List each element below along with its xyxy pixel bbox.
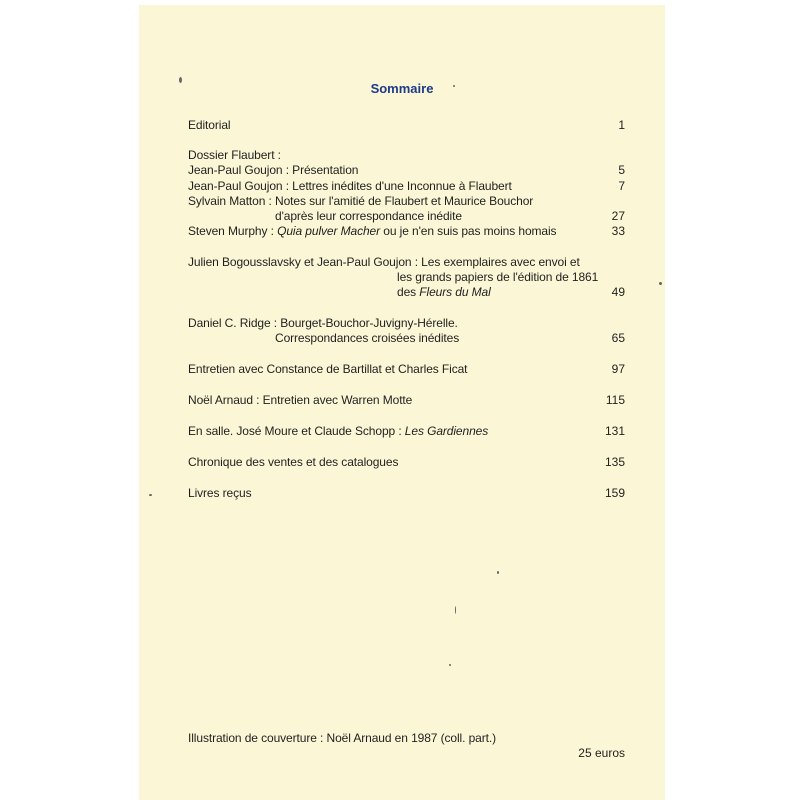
toc-entry-prefix: des bbox=[397, 285, 420, 299]
toc-entry-en-salle bbox=[188, 424, 488, 438]
toc-entry-entretien-bartillat: Entretien avec Constance de Bartillat et Charles Ficat bbox=[188, 362, 468, 376]
toc-page-number: 7 bbox=[618, 179, 625, 193]
toc-entry-chronique: Chronique des ventes et des catalogues bbox=[188, 455, 399, 469]
toc-page-number: 27 bbox=[611, 209, 625, 223]
toc-entry-italic-title: Les Gardiennes bbox=[404, 424, 489, 438]
toc-entry-bourget: Daniel C. Ridge : Bourget-Bouchor-Juvigny-Hérelle. bbox=[188, 316, 458, 330]
toc-entry-notes-amitie-cont: d'après leur correspondance inédite bbox=[275, 209, 462, 223]
toc-page-number: 159 bbox=[604, 486, 625, 500]
toc-entry-exemplaires: Julien Bogousslavsky et Jean-Paul Goujon : Les exemplaires avec envoi et bbox=[188, 255, 580, 269]
toc-entry-entretien-motte: Noël Arnaud : Entretien avec Warren Motte bbox=[188, 393, 413, 407]
toc-entry-editorial: Editorial bbox=[188, 118, 231, 132]
toc-entry-presentation: Jean-Paul Goujon : Présentation bbox=[188, 163, 359, 177]
toc-entry-lettres-inedites: Jean-Paul Goujon : Lettres inédites d'une Inconnue à Flaubert bbox=[188, 179, 512, 193]
toc-page-number: 33 bbox=[611, 224, 625, 238]
toc-entry-italic-title: Quia pulver Macher bbox=[277, 224, 381, 238]
toc-entry-exemplaires-cont2 bbox=[397, 285, 491, 299]
paper-speck bbox=[453, 85, 455, 87]
toc-entry-quia-pulver bbox=[188, 224, 556, 238]
toc-page-number: 5 bbox=[618, 163, 625, 177]
paper-speck bbox=[659, 282, 662, 285]
toc-section-heading: Dossier Flaubert : bbox=[188, 148, 281, 162]
toc-page-number: 131 bbox=[604, 424, 625, 438]
toc-page-number: 1 bbox=[618, 118, 625, 132]
toc-entry-notes-amitie: Sylvain Matton : Notes sur l'amitié de Flaubert et Maurice Bouchor bbox=[188, 194, 534, 208]
cover-credit: Illustration de couverture : Noël Arnaud en 1987 (coll. part.) bbox=[188, 731, 496, 745]
toc-entry-livres-recus: Livres reçus bbox=[188, 486, 252, 500]
paper-speck bbox=[149, 494, 152, 496]
price: 25 euros bbox=[578, 746, 625, 760]
page-title: Sommaire bbox=[370, 81, 434, 96]
toc-page-number: 65 bbox=[611, 331, 625, 345]
toc-page-number: 97 bbox=[611, 362, 625, 376]
toc-entry-suffix: ou je n'en suis pas moins homais bbox=[380, 224, 557, 238]
toc-entry-bourget-cont: Correspondances croisées inédites bbox=[275, 331, 460, 345]
document-page bbox=[139, 5, 665, 800]
toc-page-number: 49 bbox=[611, 285, 625, 299]
toc-entry-italic-title: Fleurs du Mal bbox=[419, 285, 491, 299]
toc-entry-exemplaires-cont: les grands papiers de l'édition de 1861 bbox=[397, 270, 599, 284]
toc-entry-prefix: En salle. José Moure et Claude Schopp : bbox=[188, 424, 405, 438]
toc-page-number: 115 bbox=[605, 393, 625, 407]
toc-entry-prefix: Steven Murphy : bbox=[188, 224, 278, 238]
paper-speck bbox=[449, 664, 451, 666]
paper-speck bbox=[497, 571, 499, 574]
toc-page-number: 135 bbox=[604, 455, 625, 469]
paper-speck bbox=[455, 606, 456, 614]
paper-speck bbox=[179, 77, 182, 83]
